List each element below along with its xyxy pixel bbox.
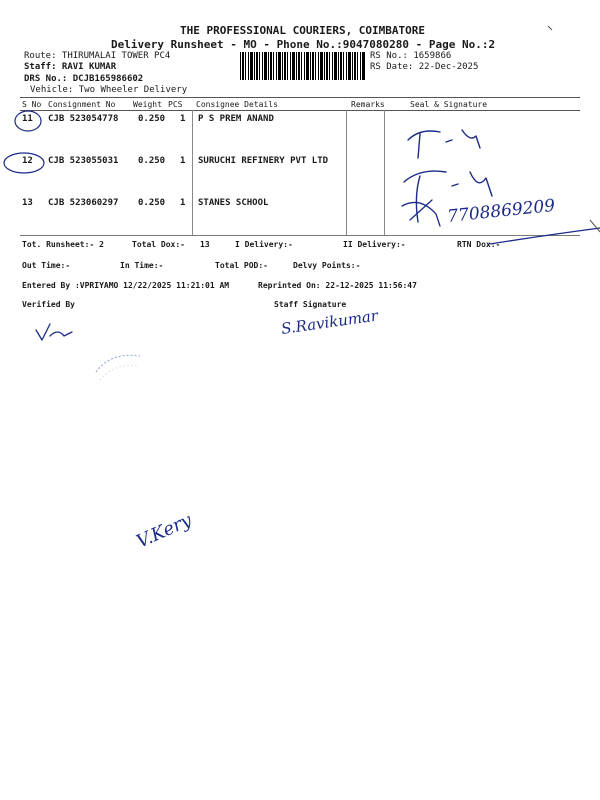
bottom-handwritten-signature: V.Kery: [133, 509, 195, 553]
col-remarks: Remarks: [351, 100, 385, 109]
col-seal-signature: Seal & Signature: [410, 100, 488, 109]
col-consignee: Consignee Details: [196, 100, 278, 109]
row-weight: 0.250: [138, 156, 166, 166]
delvy-points: Delvy Points:-: [293, 261, 361, 270]
out-time: Out Time:-: [22, 261, 71, 270]
total-dox-label: Total Dox:-: [132, 240, 185, 249]
row-sno: 12: [22, 156, 33, 166]
staff-handwritten-signature: S.Ravikumar: [280, 306, 380, 338]
row-consignment: CJB 523060297: [48, 198, 119, 208]
route-label: Route: THIRUMALAI TOWER PC4: [24, 51, 171, 61]
tot-runsheet: Tot. Runsheet:- 2: [22, 240, 104, 249]
total-dox-value: 13: [200, 240, 210, 249]
underline-stroke: [490, 228, 600, 244]
row-consignee: STANES SCHOOL: [198, 198, 269, 208]
runsheet-subtitle: Delivery Runsheet - MO - Phone No.:9047080280 - Page No.:2: [111, 38, 496, 51]
row-sno: 13: [22, 198, 33, 208]
drs-number: DRS No.: DCJB165986602: [24, 74, 144, 84]
circle-mark: [4, 153, 44, 173]
verified-initials: [36, 324, 72, 340]
row-pcs: 1: [180, 156, 186, 166]
row-weight: 0.250: [138, 198, 166, 208]
row-weight: 0.250: [138, 114, 166, 124]
circle-mark: [15, 111, 41, 131]
staff-label: Staff: RAVI KUMAR: [24, 62, 117, 72]
entered-by: Entered By :VPRIYAMO 12/22/2025 11:21:01 AM: [22, 281, 230, 290]
row-pcs: 1: [180, 114, 186, 124]
rs-date: RS Date: 22-Dec-2025: [370, 62, 479, 72]
signature-row1: [408, 130, 480, 158]
company-title: THE PROFESSIONAL COURIERS, COIMBATORE: [180, 24, 426, 37]
row-consignment: CJB 523054778: [48, 114, 119, 124]
row-pcs: 1: [180, 198, 186, 208]
verified-by-label: Verified By: [22, 300, 75, 309]
ii-delivery: II Delivery:-: [343, 240, 406, 249]
total-pod: Total POD:-: [215, 261, 268, 270]
vehicle-label: Vehicle: Two Wheeler Delivery: [30, 85, 188, 95]
row-consignment: CJB 523055031: [48, 156, 119, 166]
row-consignee: SURUCHI REFINERY PVT LTD: [198, 156, 329, 166]
col-pcs: PCS: [168, 100, 183, 109]
rs-number: RS No.: 1659866: [370, 51, 452, 61]
signature-row3: [402, 200, 440, 226]
in-time: In Time:-: [120, 261, 164, 270]
row-consignee: P S PREM ANAND: [198, 114, 274, 124]
i-delivery: I Delivery:-: [235, 240, 293, 249]
col-consignment: Consignment No: [48, 100, 116, 109]
faint-stamp: [96, 355, 140, 372]
phone-handwritten: 7708869209: [446, 195, 557, 227]
staff-signature-label: Staff Signature: [274, 300, 347, 309]
row-sno: 11: [22, 114, 33, 124]
col-sno: S No: [22, 100, 42, 109]
rtn-dox: RTN Dox:-: [457, 240, 501, 249]
reprinted-on: Reprinted On: 22-12-2025 11:56:47: [258, 281, 417, 290]
col-weight: Weight: [133, 100, 162, 109]
